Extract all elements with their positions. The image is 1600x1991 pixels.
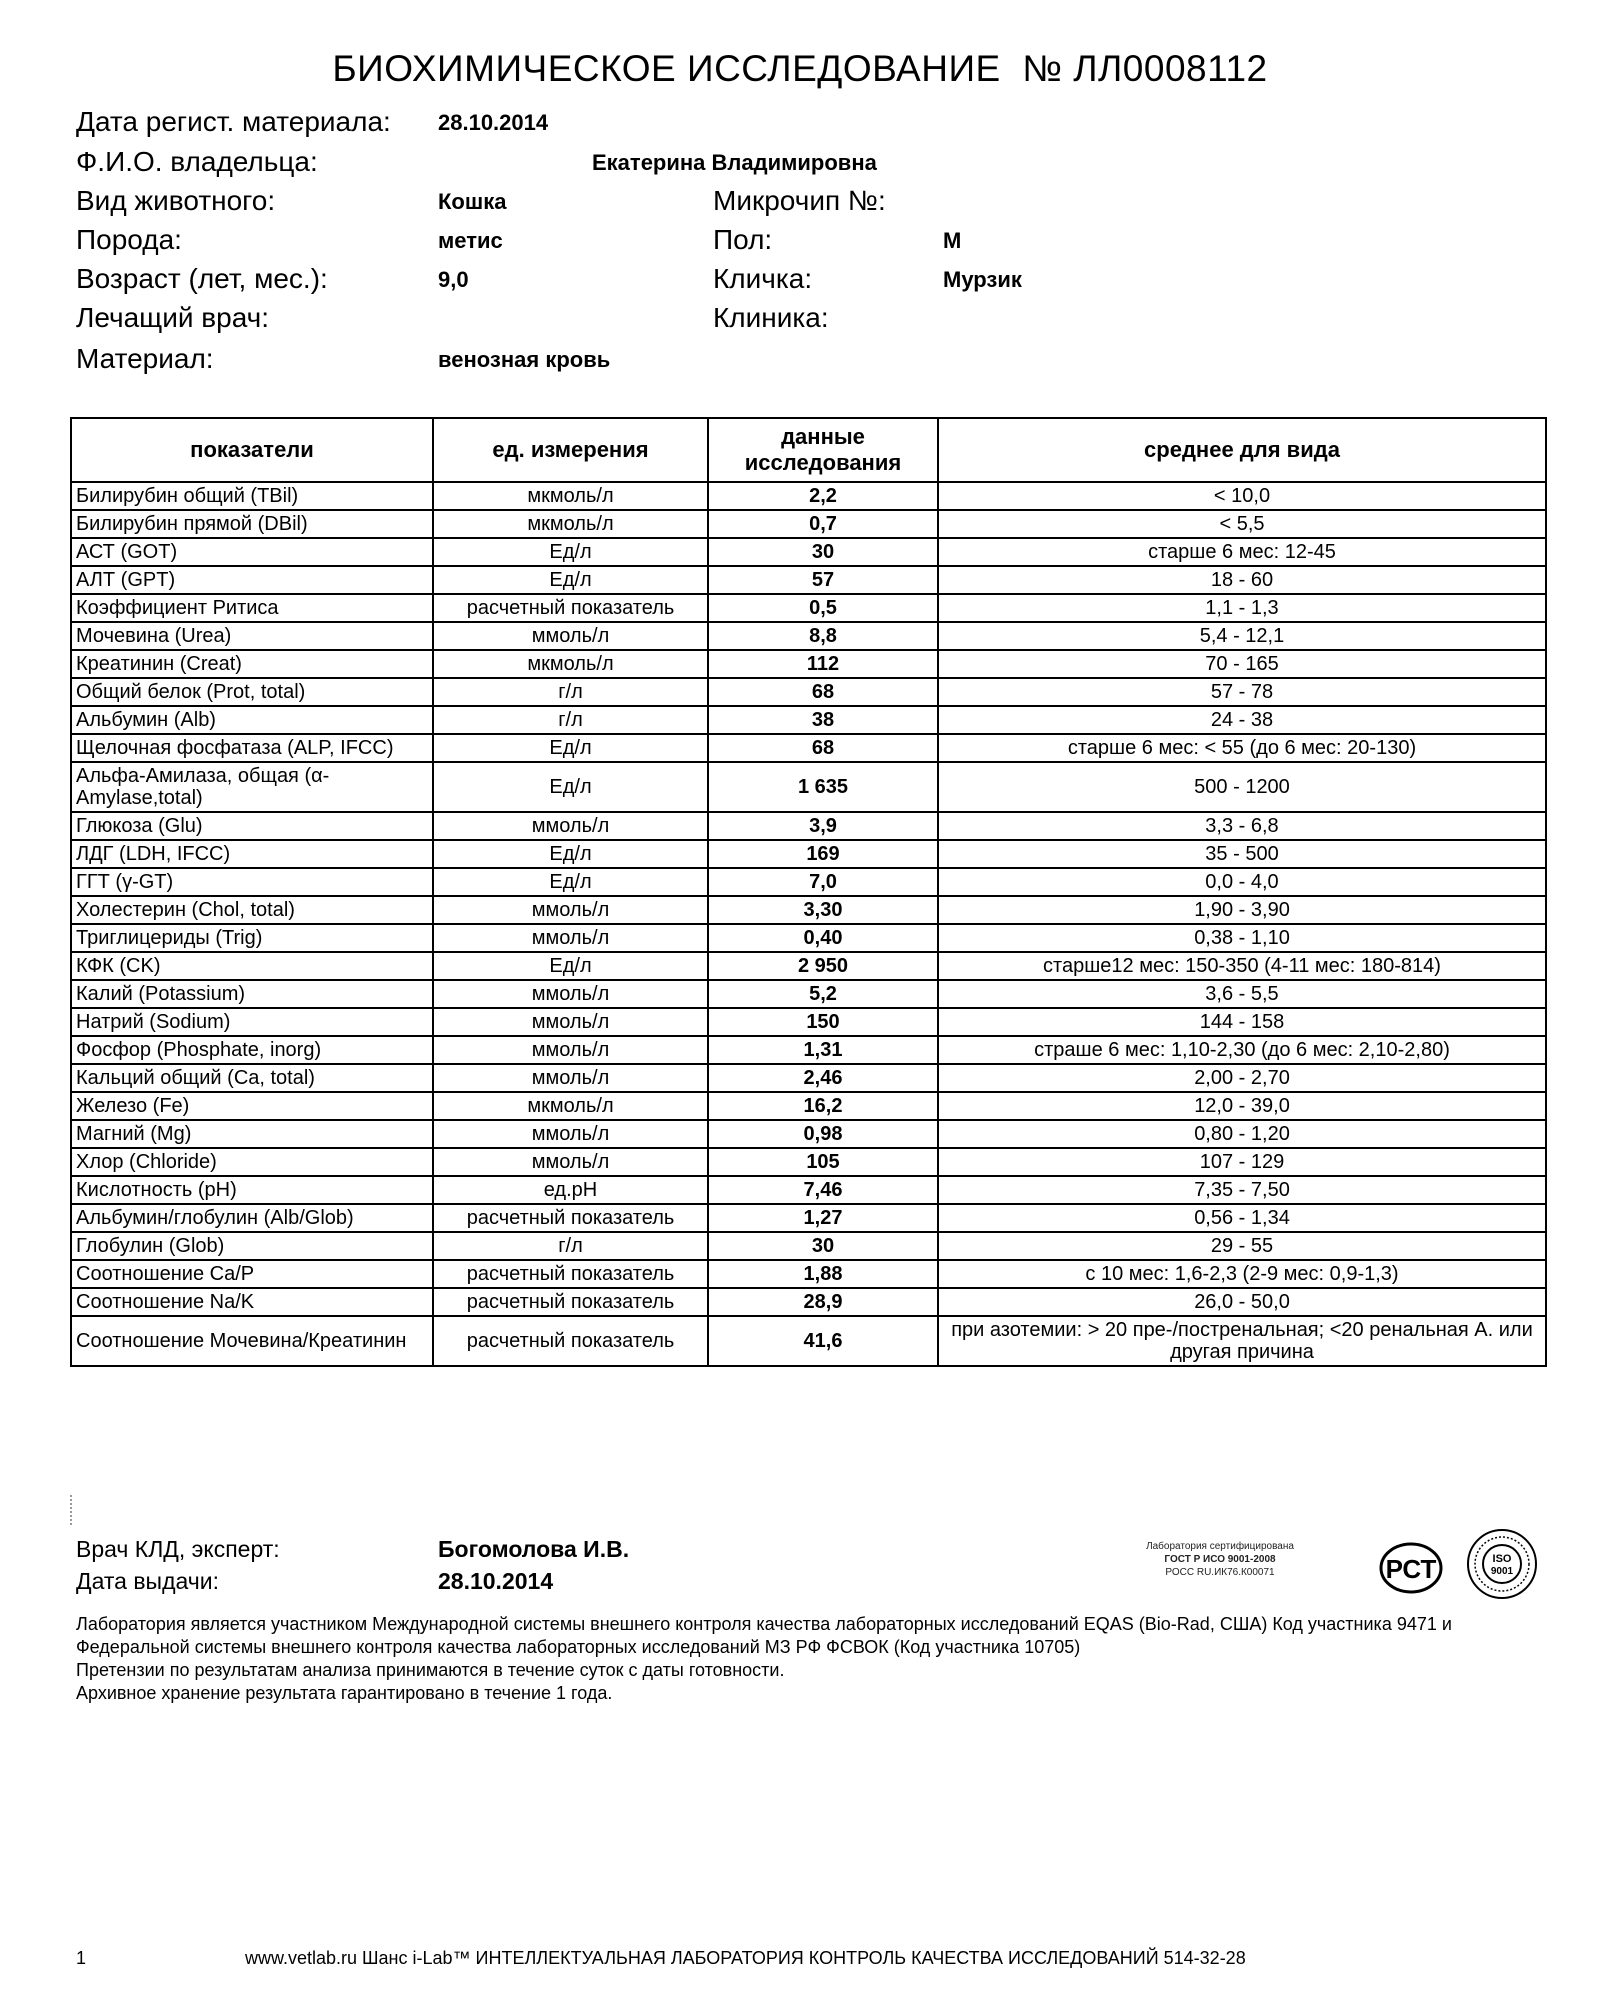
- column-header-unit: ед. измерения: [433, 418, 708, 482]
- column-header-name: показатели: [71, 418, 433, 482]
- document-title: БИОХИМИЧЕСКОЕ ИССЛЕДОВАНИЕ № ЛЛ0008112: [332, 48, 1268, 89]
- cell-unit: мкмоль/л: [433, 1092, 708, 1120]
- table-row: [71, 538, 1546, 566]
- material-value: венозная кровь: [438, 347, 611, 372]
- cell-unit: ммоль/л: [433, 924, 708, 952]
- rst-logo-text: РСТ: [1385, 1554, 1437, 1584]
- lab-notes: [76, 1613, 1546, 1705]
- cell-name: Магний (Mg): [71, 1120, 433, 1148]
- cell-unit: ммоль/л: [433, 622, 708, 650]
- cell-norm: 144 - 158: [938, 1008, 1546, 1036]
- cell-unit: мкмоль/л: [433, 510, 708, 538]
- reg-date-label: Дата регист. материала:: [76, 106, 391, 137]
- table-row: [71, 706, 1546, 734]
- cell-value: 0,7: [708, 510, 938, 538]
- table-row: [71, 1120, 1546, 1148]
- expert-name: Богомолова И.В.: [438, 1536, 630, 1562]
- cell-value: 30: [708, 1232, 938, 1260]
- cell-value: 2 950: [708, 952, 938, 980]
- table-row: [71, 812, 1546, 840]
- cell-name: АЛТ (GPT): [71, 566, 433, 594]
- cell-name: Альфа-Амилаза, общая (α-Amylase,total): [71, 762, 433, 812]
- certification-line2: ГОСТ Р ИСО 9001-2008: [1164, 1554, 1276, 1565]
- cell-norm: старше 6 мес: < 55 (до 6 мес: 20-130): [938, 734, 1546, 762]
- age-label: Возраст (лет, мес.):: [76, 263, 328, 294]
- cell-name: Холестерин (Chol, total): [71, 896, 433, 924]
- cell-norm: 5,4 - 12,1: [938, 622, 1546, 650]
- cell-name: Коэффициент Ритиса: [71, 594, 433, 622]
- cell-norm: 7,35 - 7,50: [938, 1176, 1546, 1204]
- table-row: [71, 1316, 1546, 1366]
- cell-unit: ммоль/л: [433, 1148, 708, 1176]
- cell-name: Соотношение Ca/P: [71, 1260, 433, 1288]
- cell-norm: старше 6 мес: 12-45: [938, 538, 1546, 566]
- owner-value: Екатерина Владимировна: [592, 150, 877, 175]
- cell-value: 2,46: [708, 1064, 938, 1092]
- table-row: [71, 1008, 1546, 1036]
- cell-norm: 12,0 - 39,0: [938, 1092, 1546, 1120]
- cell-norm: страше 6 мес: 1,10-2,30 (до 6 мес: 2,10-2,80): [938, 1036, 1546, 1064]
- cell-norm: 35 - 500: [938, 840, 1546, 868]
- cell-unit: ммоль/л: [433, 1008, 708, 1036]
- table-row: [71, 868, 1546, 896]
- cell-name: Триглицериды (Trig): [71, 924, 433, 952]
- cell-unit: мкмоль/л: [433, 650, 708, 678]
- page-footer: www.vetlab.ru Шанс i-Lab™ ИНТЕЛЛЕКТУАЛЬНАЯ ЛАБОРАТОРИЯ КОНТРОЛЬ КАЧЕСТВА ИССЛЕДОВАНИЙ 514-32-28: [245, 1948, 1246, 1968]
- cell-unit: ммоль/л: [433, 1036, 708, 1064]
- cell-value: 105: [708, 1148, 938, 1176]
- table-row: [71, 896, 1546, 924]
- cell-norm: старше12 мес: 150-350 (4-11 мес: 180-814): [938, 952, 1546, 980]
- cell-name: Альбумин/глобулин (Alb/Glob): [71, 1204, 433, 1232]
- iso-logo-text2: 9001: [1490, 1566, 1514, 1577]
- table-row: [71, 678, 1546, 706]
- iso-logo-icon: [1465, 1527, 1539, 1601]
- cell-norm: 0,0 - 4,0: [938, 868, 1546, 896]
- cell-unit: Ед/л: [433, 762, 708, 812]
- cell-value: 7,46: [708, 1176, 938, 1204]
- cell-unit: г/л: [433, 1232, 708, 1260]
- cell-norm: 1,1 - 1,3: [938, 594, 1546, 622]
- issue-date-label: Дата выдачи:: [76, 1568, 219, 1594]
- owner-label: Ф.И.О. владельца:: [76, 146, 318, 177]
- table-row: [71, 762, 1546, 812]
- results-table: [70, 417, 1547, 1367]
- cell-norm: 70 - 165: [938, 650, 1546, 678]
- cell-norm: < 10,0: [938, 482, 1546, 510]
- table-row: [71, 924, 1546, 952]
- table-row: [71, 1092, 1546, 1120]
- cell-unit: ммоль/л: [433, 1064, 708, 1092]
- cell-unit: г/л: [433, 678, 708, 706]
- cell-value: 2,2: [708, 482, 938, 510]
- cell-unit: расчетный показатель: [433, 1260, 708, 1288]
- table-row: [71, 622, 1546, 650]
- table-row: [71, 952, 1546, 980]
- note-eqas: Лаборатория является участником Международной системы внешнего контроля качества лабораторных исследований EQAS (Bio-Rad, США) Код участника 9471 и Федеральной системы внешнего контроля качества лабораторных исследований МЗ РФ ФСВОК (Код участника 10705): [76, 1614, 1452, 1657]
- cell-unit: ммоль/л: [433, 896, 708, 924]
- cell-norm: при азотемии: > 20 пре-/постренальная; <20 ренальная А. или другая причина: [938, 1316, 1546, 1366]
- cell-value: 169: [708, 840, 938, 868]
- cell-name: Калий (Potassium): [71, 980, 433, 1008]
- cell-norm: 0,56 - 1,34: [938, 1204, 1546, 1232]
- cell-name: Фосфор (Phosphate, inorg): [71, 1036, 433, 1064]
- table-row: [71, 1204, 1546, 1232]
- cell-name: АСТ (GOT): [71, 538, 433, 566]
- cell-value: 3,9: [708, 812, 938, 840]
- table-row: [71, 1260, 1546, 1288]
- cell-unit: ммоль/л: [433, 980, 708, 1008]
- cell-value: 3,30: [708, 896, 938, 924]
- table-row: [71, 1176, 1546, 1204]
- column-header-data-line2: исследования: [744, 450, 902, 475]
- note-archive: Архивное хранение результата гарантировано в течение 1 года.: [76, 1683, 613, 1703]
- table-row: [71, 566, 1546, 594]
- cell-norm: 24 - 38: [938, 706, 1546, 734]
- cell-unit: Ед/л: [433, 734, 708, 762]
- cell-value: 57: [708, 566, 938, 594]
- table-row: [71, 1036, 1546, 1064]
- species-value: Кошка: [438, 189, 507, 214]
- cell-name: Общий белок (Prot, total): [71, 678, 433, 706]
- table-row: [71, 1148, 1546, 1176]
- sex-label: Пол:: [713, 224, 773, 255]
- nickname-label: Кличка:: [713, 263, 813, 294]
- cell-name: Натрий (Sodium): [71, 1008, 433, 1036]
- table-row: [71, 482, 1546, 510]
- certification-line3: РОСС RU.ИК76.К00071: [1165, 1567, 1275, 1578]
- cell-unit: расчетный показатель: [433, 1288, 708, 1316]
- cell-unit: расчетный показатель: [433, 594, 708, 622]
- certification-line1: Лаборатория сертифицирована: [1146, 1541, 1294, 1552]
- cell-value: 30: [708, 538, 938, 566]
- page-number: 1: [76, 1948, 87, 1968]
- column-header-norm: среднее для вида: [938, 418, 1546, 482]
- table-row: [71, 1064, 1546, 1092]
- cell-norm: 57 - 78: [938, 678, 1546, 706]
- cell-value: 0,40: [708, 924, 938, 952]
- cell-name: Соотношение Na/K: [71, 1288, 433, 1316]
- cell-value: 38: [708, 706, 938, 734]
- cell-value: 1,88: [708, 1260, 938, 1288]
- table-row: [71, 650, 1546, 678]
- age-value: 9,0: [438, 267, 469, 292]
- cell-name: ГГТ (γ-GT): [71, 868, 433, 896]
- cell-norm: 2,00 - 2,70: [938, 1064, 1546, 1092]
- cell-unit: Ед/л: [433, 840, 708, 868]
- cell-name: ЛДГ (LDH, IFCC): [71, 840, 433, 868]
- cell-name: Соотношение Мочевина/Креатинин: [71, 1316, 433, 1366]
- cell-unit: Ед/л: [433, 566, 708, 594]
- cell-unit: мкмоль/л: [433, 482, 708, 510]
- cell-unit: ед.pH: [433, 1176, 708, 1204]
- table-row: [71, 734, 1546, 762]
- expert-label: Врач КЛД, эксперт:: [76, 1536, 280, 1562]
- sex-value: М: [943, 228, 962, 253]
- cell-value: 112: [708, 650, 938, 678]
- cell-unit: Ед/л: [433, 868, 708, 896]
- cell-name: Билирубин прямой (DBil): [71, 510, 433, 538]
- cell-unit: Ед/л: [433, 538, 708, 566]
- cell-name: Кислотность (pH): [71, 1176, 433, 1204]
- cell-value: 1,27: [708, 1204, 938, 1232]
- cell-norm: 3,3 - 6,8: [938, 812, 1546, 840]
- cell-value: 150: [708, 1008, 938, 1036]
- cell-unit: расчетный показатель: [433, 1204, 708, 1232]
- table-row: [71, 980, 1546, 1008]
- cell-unit: г/л: [433, 706, 708, 734]
- cell-norm: 107 - 129: [938, 1148, 1546, 1176]
- cell-value: 0,5: [708, 594, 938, 622]
- cell-name: КФК (CK): [71, 952, 433, 980]
- cell-name: Глюкоза (Glu): [71, 812, 433, 840]
- cell-value: 8,8: [708, 622, 938, 650]
- breed-label: Порода:: [76, 224, 182, 255]
- cell-norm: с 10 мес: 1,6-2,3 (2-9 мес: 0,9-1,3): [938, 1260, 1546, 1288]
- rst-logo-icon: [1378, 1540, 1444, 1596]
- issue-date-value: 28.10.2014: [438, 1568, 554, 1594]
- nickname-value: Мурзик: [943, 267, 1022, 292]
- cell-norm: 0,38 - 1,10: [938, 924, 1546, 952]
- table-header-row: [71, 418, 1546, 482]
- clinic-label: Клиника:: [713, 302, 829, 333]
- cell-unit: Ед/л: [433, 952, 708, 980]
- cell-value: 5,2: [708, 980, 938, 1008]
- breed-value: метис: [438, 228, 503, 253]
- cell-norm: 3,6 - 5,5: [938, 980, 1546, 1008]
- cell-norm: 18 - 60: [938, 566, 1546, 594]
- material-label: Материал:: [76, 343, 214, 374]
- iso-logo-text1: ISO: [1492, 1553, 1512, 1565]
- cell-value: 1,31: [708, 1036, 938, 1064]
- cell-value: 7,0: [708, 868, 938, 896]
- cell-norm: 500 - 1200: [938, 762, 1546, 812]
- cell-value: 0,98: [708, 1120, 938, 1148]
- cell-name: Мочевина (Urea): [71, 622, 433, 650]
- microchip-label: Микрочип №:: [713, 185, 886, 216]
- cell-norm: 29 - 55: [938, 1232, 1546, 1260]
- cell-name: Глобулин (Glob): [71, 1232, 433, 1260]
- species-label: Вид животного:: [76, 185, 276, 216]
- cell-value: 41,6: [708, 1316, 938, 1366]
- cell-norm: < 5,5: [938, 510, 1546, 538]
- column-header-data: [708, 418, 938, 482]
- cell-name: Билирубин общий (TBil): [71, 482, 433, 510]
- results-body: [71, 482, 1546, 1366]
- note-claims: Претензии по результатам анализа принимаются в течение суток с даты готовности.: [76, 1660, 785, 1680]
- reg-date-value: 28.10.2014: [438, 110, 549, 135]
- cell-value: 68: [708, 734, 938, 762]
- cell-name: Креатинин (Creat): [71, 650, 433, 678]
- cell-value: 28,9: [708, 1288, 938, 1316]
- cell-value: 68: [708, 678, 938, 706]
- certification-note: [1110, 1540, 1330, 1579]
- cell-norm: 0,80 - 1,20: [938, 1120, 1546, 1148]
- table-row: [71, 840, 1546, 868]
- cell-norm: 26,0 - 50,0: [938, 1288, 1546, 1316]
- cell-name: Альбумин (Alb): [71, 706, 433, 734]
- cell-name: Щелочная фосфатаза (ALP, IFCC): [71, 734, 433, 762]
- cell-unit: расчетный показатель: [433, 1316, 708, 1366]
- cell-name: Железо (Fe): [71, 1092, 433, 1120]
- column-header-data-line1: данные: [781, 424, 865, 449]
- table-row: [71, 594, 1546, 622]
- cell-value: 1 635: [708, 762, 938, 812]
- cell-unit: ммоль/л: [433, 1120, 708, 1148]
- cell-name: Хлор (Chloride): [71, 1148, 433, 1176]
- doctor-label: Лечащий врач:: [76, 302, 270, 333]
- cell-norm: 1,90 - 3,90: [938, 896, 1546, 924]
- cell-unit: ммоль/л: [433, 812, 708, 840]
- table-row: [71, 510, 1546, 538]
- table-row: [71, 1288, 1546, 1316]
- cell-value: 16,2: [708, 1092, 938, 1120]
- cell-name: Кальций общий (Ca, total): [71, 1064, 433, 1092]
- table-row: [71, 1232, 1546, 1260]
- margin-dots: [70, 1495, 76, 1525]
